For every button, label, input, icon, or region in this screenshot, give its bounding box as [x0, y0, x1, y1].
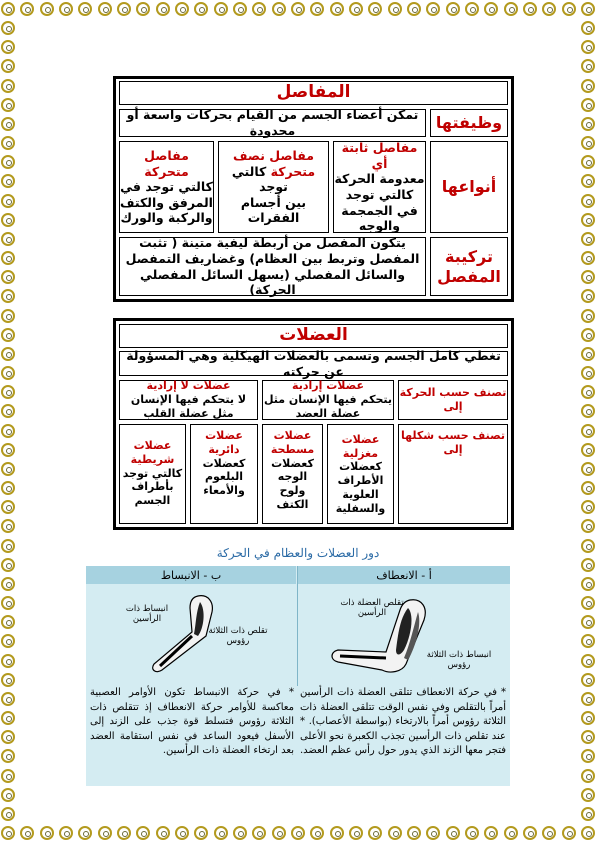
border-ring [581, 654, 595, 668]
border-ring [562, 826, 576, 840]
border-ring [233, 2, 247, 16]
border-ring [136, 2, 150, 16]
border-ring [581, 500, 595, 514]
border-ring [349, 826, 363, 840]
joints-function-text: تمكن أعضاء الجسم من القيام بحركات واسعة أو محدودة [119, 109, 426, 137]
muscle-involuntary [119, 380, 258, 420]
border-ring [1, 577, 15, 591]
joints-structure-text: يتكون المفصل من أربطة ليفية متينة ( تثبت المفصل وتربط بين العظام) وغضاريف التمفصل والسائل المفصلي (يسهل السائل المفصلي الحركة) [119, 237, 426, 296]
border-ring [1, 155, 15, 169]
border-ring [1, 788, 15, 802]
border-ring [252, 826, 266, 840]
muscles-by-shape-label: تصنف حسب شكلها إلى [398, 424, 508, 524]
border-ring [581, 347, 595, 361]
border-ring [465, 826, 479, 840]
border-ring [581, 424, 595, 438]
border-ring [1, 807, 15, 821]
muscle-flat-text: كعضلات الوجه ولوح الكتف [271, 456, 314, 511]
border-ring [1, 385, 15, 399]
muscle-circular [190, 424, 258, 524]
border-ring [175, 826, 189, 840]
border-ring [156, 826, 170, 840]
border-ring [78, 2, 92, 16]
border-ring [581, 155, 595, 169]
border-ring [407, 826, 421, 840]
border-ring [1, 213, 15, 227]
border-ring [194, 2, 208, 16]
border-ring [272, 2, 286, 16]
border-ring [581, 711, 595, 725]
joint-fixed [333, 141, 426, 233]
muscle-involuntary-text: لا يتحكم فيها الإنسان مثل عضلة القلب [130, 393, 247, 420]
muscle-circular-text: كعضلات البلعوم والأمعاء [202, 456, 246, 497]
border-ring [581, 519, 595, 533]
muscle-involuntary-title: عضلات لا إرادية [146, 379, 231, 393]
border-ring [1, 79, 15, 93]
border-ring [1, 117, 15, 131]
border-ring [1, 232, 15, 246]
border-ring [581, 194, 595, 208]
border-ring [1, 749, 15, 763]
border-ring [581, 596, 595, 610]
border-ring [581, 232, 595, 246]
border-ring [523, 2, 537, 16]
joints-types-label: أنواعها [430, 141, 508, 233]
border-ring [542, 2, 556, 16]
border-ring [1, 328, 15, 342]
border-ring [1, 59, 15, 73]
border-ring [1, 443, 15, 457]
border-ring [214, 2, 228, 16]
border-ring [117, 826, 131, 840]
joint-semi-text: بين أجسام الفقرات [240, 194, 307, 226]
border-ring [252, 2, 266, 16]
joint-movable-title: مفاصل متحركة [144, 147, 189, 179]
border-ring [562, 2, 576, 16]
border-ring [581, 443, 595, 457]
border-ring [581, 309, 595, 323]
border-ring [78, 826, 92, 840]
border-ring [1, 692, 15, 706]
border-ring [484, 2, 498, 16]
border-ring [310, 826, 324, 840]
border-ring [388, 826, 402, 840]
joint-fixed-text: معدومة الحركة كالتي توجد في الجمجمة والوجه [334, 171, 425, 234]
muscle-strap [119, 424, 186, 524]
border-ring [233, 826, 247, 840]
border-ring [504, 2, 518, 16]
border-ring [1, 654, 15, 668]
muscle-voluntary-text: يتحكم فيها الإنسان مثل عضلة العضد [263, 393, 393, 420]
border-ring [1, 136, 15, 150]
extension-heading: ب - الانبساط [86, 566, 296, 584]
joint-semi-title: مفاصل نصف [233, 147, 314, 163]
border-ring [1, 270, 15, 284]
border-ring [523, 826, 537, 840]
joint-semi [218, 141, 329, 233]
border-ring [1, 826, 15, 840]
border-ring [581, 40, 595, 54]
ext-label-biceps: انبساط ذات الرأسين [125, 604, 169, 625]
flex-label-biceps: تقلص العضلة ذات الرأسين [340, 598, 404, 619]
muscle-circular-title: عضلات دائرية [205, 429, 243, 456]
joints-function-label: وظيفتها [430, 109, 508, 137]
border-ring [291, 2, 305, 16]
border-ring [581, 2, 595, 16]
border-ring [1, 40, 15, 54]
border-ring [581, 98, 595, 112]
border-ring [581, 404, 595, 418]
border-ring [1, 615, 15, 629]
border-ring [20, 2, 34, 16]
border-ring [156, 2, 170, 16]
border-ring [581, 462, 595, 476]
border-ring [349, 2, 363, 16]
extension-description: * في حركة الانبساط تكون الأوامر العصبية معاكسة للأوامر حركة الانعطاف إذ تتقلص ذات الثلاثة رؤوس فتسلط قوة جذب على الزند إلى الأسفل فيعود الساعد في نفس استقامة العضد بعد ارتخاء العضلة ذات الرأسين. [90, 687, 294, 756]
flexion-description: * في حركة الانعطاف تتلقى العضلة ذات الرأسين أمراً بالتقلص وفي نفس الوقت تتلقى العضلة ذات الثلاثة رؤوس أمراً بالارتخاء (بواسطة الأعصاب). * عند تقلص ذات الرأسين تجذب الكعبرة نحو الأعلى فتجر معها الزند الذي يدور حول رأس عظم العضد. [299, 687, 506, 756]
joint-movable [119, 141, 214, 233]
border-ring [330, 2, 344, 16]
border-ring [310, 2, 324, 16]
muscle-flat-title: عضلات مسطحة [270, 429, 315, 456]
border-ring [1, 596, 15, 610]
border-ring [1, 673, 15, 687]
border-ring [175, 2, 189, 16]
border-ring [581, 730, 595, 744]
border-ring [484, 826, 498, 840]
border-ring [581, 289, 595, 303]
border-ring [504, 826, 518, 840]
muscles-intro: تغطي كامل الجسم وتسمى بالعضلات الهيكلية وهي المسؤولة عن حركته [119, 351, 508, 376]
border-ring [581, 769, 595, 783]
border-ring [581, 251, 595, 265]
border-ring [117, 2, 131, 16]
border-ring [1, 711, 15, 725]
flexion-heading: أ - الانعطاف [298, 566, 510, 584]
border-ring [581, 136, 595, 150]
border-ring [446, 2, 460, 16]
border-ring [1, 21, 15, 35]
role-title: دور العضلات والعظام في الحركة [216, 546, 380, 560]
muscle-voluntary [262, 380, 394, 420]
border-ring [1, 404, 15, 418]
joints-title: المفاصل [119, 81, 508, 105]
joint-movable-text: كالتي توجد في المرفق والكتف والركبة والورك [120, 179, 213, 226]
border-ring [1, 462, 15, 476]
border-ring [581, 749, 595, 763]
border-ring [291, 826, 305, 840]
border-ring [581, 174, 595, 188]
border-ring [581, 328, 595, 342]
border-ring [388, 2, 402, 16]
muscle-strap-title: عضلات شريطية [130, 439, 175, 466]
flex-label-triceps: انبساط ذات الثلاثة رؤوس [426, 650, 492, 671]
border-ring [1, 194, 15, 208]
muscle-strap-text: كالتي توجد بأطراف الجسم [122, 466, 183, 507]
border-ring [581, 117, 595, 131]
border-ring [1, 769, 15, 783]
border-ring [1, 289, 15, 303]
border-ring [330, 826, 344, 840]
border-ring [368, 826, 382, 840]
border-ring [1, 730, 15, 744]
border-ring [581, 366, 595, 380]
border-ring [1, 481, 15, 495]
border-ring [446, 826, 460, 840]
border-ring [465, 2, 479, 16]
border-ring [1, 174, 15, 188]
border-ring [581, 577, 595, 591]
border-ring [272, 826, 286, 840]
border-ring [59, 826, 73, 840]
border-ring [194, 826, 208, 840]
muscle-flat [262, 424, 323, 524]
border-ring [59, 2, 73, 16]
muscle-spindle [327, 424, 394, 524]
border-ring [426, 2, 440, 16]
joints-structure-label: تركيبة المفصل [430, 237, 508, 296]
ext-label-triceps: تقلص ذات الثلاثة رؤوس [208, 626, 268, 647]
border-ring [136, 826, 150, 840]
border-ring [1, 424, 15, 438]
border-ring [1, 500, 15, 514]
border-ring [20, 826, 34, 840]
border-ring [98, 2, 112, 16]
border-ring [40, 2, 54, 16]
border-ring [1, 519, 15, 533]
border-ring [581, 59, 595, 73]
muscle-spindle-title: عضلات مغزلية [341, 432, 380, 460]
border-ring [368, 2, 382, 16]
border-ring [40, 826, 54, 840]
muscle-voluntary-title: عضلات إرادية [292, 379, 364, 393]
border-ring [581, 385, 595, 399]
border-ring [581, 807, 595, 821]
joint-semi-text2: كالتي توجد [231, 163, 288, 195]
joint-fixed-title: مفاصل ثابتة أي [341, 140, 418, 171]
border-ring [1, 251, 15, 265]
border-ring [1, 347, 15, 361]
panel-divider [297, 566, 298, 686]
border-ring [581, 826, 595, 840]
border-ring [1, 634, 15, 648]
muscles-title: العضلات [119, 324, 508, 348]
muscle-spindle-text: كعضلات الأطراف العلوية والسفلية [335, 460, 386, 515]
border-ring [98, 826, 112, 840]
border-ring [1, 309, 15, 323]
border-ring [581, 692, 595, 706]
border-ring [581, 615, 595, 629]
border-ring [581, 634, 595, 648]
border-ring [581, 21, 595, 35]
border-ring [1, 98, 15, 112]
border-ring [581, 270, 595, 284]
border-ring [581, 481, 595, 495]
border-ring [581, 213, 595, 227]
border-ring [581, 673, 595, 687]
border-ring [1, 366, 15, 380]
border-ring [542, 826, 556, 840]
border-ring [1, 2, 15, 16]
border-ring [407, 2, 421, 16]
border-ring [581, 79, 595, 93]
joint-semi-title2: متحركة [270, 163, 316, 179]
border-ring [214, 826, 228, 840]
muscles-by-motion-label: تصنف حسب الحركة إلى [398, 380, 508, 420]
border-ring [426, 826, 440, 840]
border-ring [581, 788, 595, 802]
